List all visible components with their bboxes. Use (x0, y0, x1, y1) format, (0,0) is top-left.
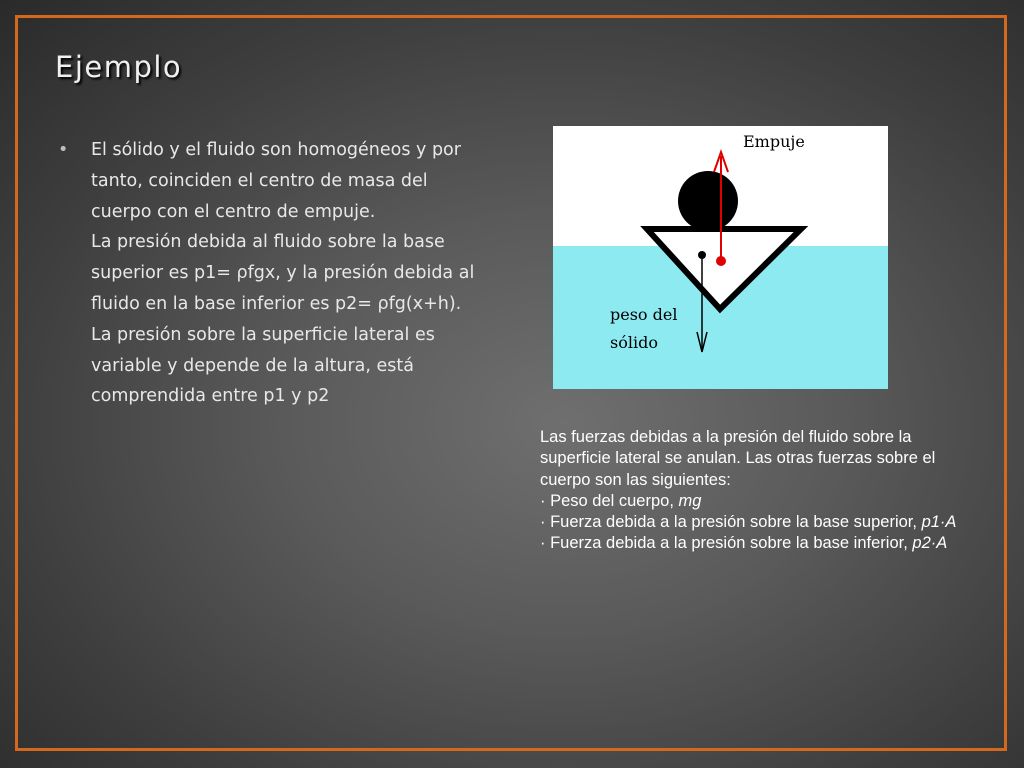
empuje-label: Empuje (743, 132, 805, 151)
slide-title: Ejemplo (55, 50, 183, 84)
bullet-icon: • (58, 140, 69, 160)
caption-item-top-pressure-var: p1·A (921, 513, 957, 532)
bullet-list (55, 135, 475, 412)
sphere-shape (678, 171, 738, 231)
bullet-paragraph-2: La presión debida al fluido sobre la base superior es p1= ρfgx, y la presión debida al fluido en la base inferior es p2= ρfg(x+h). La presión sobre la superficie lateral es variable y depende de la altura, está comprendida entre p1 y p2 (91, 232, 475, 407)
caption-item-weight-var: mg (678, 491, 702, 510)
buoyancy-diagram (553, 126, 888, 389)
caption-item-top-pressure-text: · Fuerza debida a la presión sobre la base superior, (540, 513, 922, 532)
bullet-text (91, 135, 475, 412)
peso-label-line1: peso del (610, 305, 678, 324)
caption-item-bottom-pressure-var: p2·A (912, 534, 948, 553)
center-of-buoyancy-dot (716, 256, 726, 266)
caption-block (540, 427, 980, 555)
peso-label-line2: sólido (610, 333, 658, 352)
caption-item-bottom-pressure (540, 533, 980, 554)
bullet-paragraph-1: El sólido y el fluido son homogéneos y por tanto, coinciden el centro de masa del cuerpo con el centro de empuje. (91, 140, 461, 222)
caption-intro: Las fuerzas debidas a la presión del fluido sobre la superficie lateral se anulan. Las otras fuerzas sobre el cuerpo son las siguientes: (540, 428, 936, 489)
caption-item-weight-text: · Peso del cuerpo, (540, 491, 679, 510)
caption-item-bottom-pressure-text: · Fuerza debida a la presión sobre la base inferior, (540, 534, 913, 553)
caption-item-top-pressure (540, 512, 980, 533)
caption-item-weight (540, 491, 980, 512)
